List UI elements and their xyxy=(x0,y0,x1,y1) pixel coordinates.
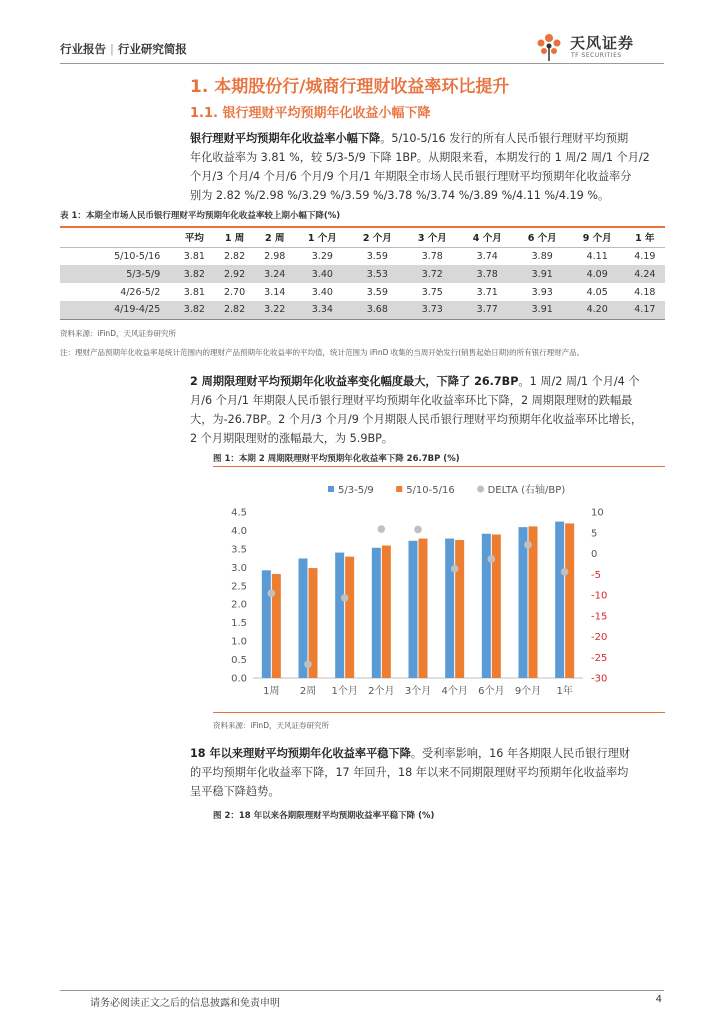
table-cell: 4.17 xyxy=(625,301,665,319)
column-header: 2 周 xyxy=(255,227,295,247)
table-cell: 3.91 xyxy=(515,301,570,319)
table-cell: 3.14 xyxy=(264,286,286,298)
paragraph-tenor-change xyxy=(190,372,664,448)
legend-label: DELTA (右轴/BP) xyxy=(487,485,566,496)
x-tick-label: 2个月 xyxy=(368,686,395,697)
table-cell: 4.20 xyxy=(570,301,625,319)
table-cell: 2.70 xyxy=(223,286,246,298)
table-cell: 3.59 xyxy=(366,250,388,262)
paragraph-text: 2 个月期限理财的涨幅最大，为 5.9BP。 xyxy=(190,432,394,445)
table-caption: 表 1：本期全市场人民币银行理财平均预期年化收益率较上期小幅下降(%) xyxy=(60,211,341,221)
table-cell: 3.75 xyxy=(421,286,443,298)
column-header: 9 个月 xyxy=(570,227,625,247)
table-row xyxy=(60,247,665,265)
paragraph-text: 。1 周/2 周/1 个月/4 个 xyxy=(518,375,640,388)
y-tick-label: 0.5 xyxy=(231,655,247,667)
paragraph-text: 的平均预期年化收益率下降，17 年回升，18 年以来不同期限理财平均预期年化收益率均 xyxy=(190,766,629,779)
column-header: 1 周 xyxy=(214,227,254,247)
bar xyxy=(335,553,344,678)
yield-bar-chart xyxy=(213,478,665,710)
bar xyxy=(272,574,281,678)
table-cell: 4.18 xyxy=(634,286,656,298)
x-tick-label: 1年 xyxy=(556,686,573,697)
paragraph-text: 别为 2.82 %/2.98 %/3.29 %/3.59 %/3.78 %/3.74 %/3.89 %/4.11 %/4.19 %。 xyxy=(190,189,610,202)
y2-tick-label: -10 xyxy=(591,590,608,602)
paragraph-summary xyxy=(190,129,664,205)
bar xyxy=(519,527,528,678)
table-cell: 3.40 xyxy=(295,265,350,283)
scatter-point xyxy=(561,568,569,576)
table-cell: 2.82 xyxy=(214,301,254,319)
paragraph-text: 大，为-26.7BP。2 个月/3 个月/9 个月期限人民币银行理财平均预期年化收益率环比增长， xyxy=(190,413,643,426)
bar xyxy=(445,539,454,678)
legend-label: 5/3-5/9 xyxy=(338,485,374,496)
table-cell: 3.34 xyxy=(295,301,350,319)
y2-tick-label: -25 xyxy=(591,652,608,664)
table-cell: 3.82 xyxy=(174,265,214,283)
column-header: 1 年 xyxy=(625,227,665,247)
column-header: 4 个月 xyxy=(460,227,515,247)
paragraph-lead: 银行理财平均预期年化收益率小幅下降 xyxy=(190,132,381,145)
y-tick-label: 4.0 xyxy=(231,525,247,537)
paragraph-lead: 18 年以来理财平均预期年化收益率平稳下降 xyxy=(190,747,411,760)
table-source: 资料来源：iFinD，天风证券研究所 xyxy=(60,329,176,338)
bar xyxy=(419,539,428,678)
x-tick-label: 2周 xyxy=(299,686,317,697)
table-cell: 3.24 xyxy=(255,265,295,283)
x-tick-label: 1个月 xyxy=(331,686,358,697)
table-row xyxy=(60,283,665,301)
table-note: 注：理财产品预期年化收益率是统计范围内的理财产品预期年化收益率的平均值，统计范围为 iFinD 收集的当周开始发行(销售起始日期)的所有银行理财产品。 xyxy=(60,348,585,357)
brand-logo xyxy=(524,30,664,64)
figure-bottom-rule xyxy=(213,712,665,713)
y-tick-label: 0.0 xyxy=(231,673,247,685)
breadcrumb-section: 行业报告 xyxy=(60,42,106,56)
y2-tick-label: 10 xyxy=(591,507,604,519)
y-tick-label: 1.5 xyxy=(231,618,247,630)
page-header xyxy=(60,30,664,64)
bar xyxy=(345,557,354,678)
row-label: 4/19-4/25 xyxy=(60,301,174,319)
legend-label: 5/10-5/16 xyxy=(406,485,455,496)
table-cell: 3.29 xyxy=(311,250,333,262)
y2-tick-label: -20 xyxy=(591,632,608,643)
column-header: 2 个月 xyxy=(350,227,405,247)
table-cell: 3.93 xyxy=(531,286,553,298)
bar xyxy=(455,540,464,678)
row-label: 4/26-5/2 xyxy=(120,286,161,298)
bar xyxy=(555,522,564,678)
table-cell: 3.22 xyxy=(255,301,295,319)
row-label: 5/10-5/16 xyxy=(114,250,161,262)
table-cell: 3.81 xyxy=(183,286,205,298)
scatter-point xyxy=(378,525,386,533)
table-cell: 3.82 xyxy=(174,301,214,319)
subsection-heading: 1.1. 银行理财平均预期年化收益小幅下降 xyxy=(190,106,431,121)
breadcrumb-separator: | xyxy=(110,42,114,56)
table-cell: 3.74 xyxy=(476,250,498,262)
breadcrumb xyxy=(60,41,187,57)
legend-swatch xyxy=(328,486,334,492)
column-header: 平均 xyxy=(174,227,214,247)
bar xyxy=(372,548,381,678)
bar xyxy=(262,570,271,678)
y-tick-label: 3.0 xyxy=(231,562,247,574)
bar xyxy=(529,526,538,678)
paragraph-text: 月/6 个月/1 年期限人民币银行理财平均预期年化收益率环比下降，2 周期限理财的跌幅最 xyxy=(190,394,633,407)
table-cell: 4.11 xyxy=(586,250,608,262)
chart-svg xyxy=(213,478,665,710)
table-cell: 4.05 xyxy=(586,286,608,298)
flower-logo-icon xyxy=(532,32,566,62)
scatter-point xyxy=(524,541,532,549)
scatter-point xyxy=(341,594,349,602)
y2-tick-label: -5 xyxy=(591,569,601,581)
brand-name-en: TF SECURITIES xyxy=(571,52,622,59)
column-header: 3 个月 xyxy=(405,227,460,247)
y-tick-label: 2.0 xyxy=(231,599,247,611)
bar xyxy=(409,541,418,678)
section-heading: 1. 本期股份行/城商行理财收益率环比提升 xyxy=(190,77,510,97)
column-header: 1 个月 xyxy=(295,227,350,247)
bar xyxy=(382,546,391,678)
table-cell: 3.91 xyxy=(515,265,570,283)
scatter-point xyxy=(304,661,312,669)
bar xyxy=(482,534,491,678)
footer-disclaimer: 请务必阅读正文之后的信息披露和免责申明 xyxy=(90,998,280,1009)
y-tick-label: 2.5 xyxy=(231,581,247,593)
table-cell: 3.71 xyxy=(476,286,498,298)
table-cell: 3.68 xyxy=(350,301,405,319)
figure-caption: 图 1：本期 2 周期限理财平均预期年化收益率下降 26.7BP (%) xyxy=(213,454,460,464)
scatter-point xyxy=(451,565,459,573)
footer-divider xyxy=(60,990,664,991)
table-row xyxy=(60,265,665,283)
y-tick-label: 4.5 xyxy=(231,507,247,519)
yield-table xyxy=(60,226,665,320)
table-cell: 3.77 xyxy=(460,301,515,319)
figure-source: 资料来源：iFinD，天风证券研究所 xyxy=(213,721,329,730)
table-cell: 3.78 xyxy=(421,250,443,262)
table-cell: 4.24 xyxy=(625,265,665,283)
x-tick-label: 3个月 xyxy=(404,686,432,697)
table-cell: 3.81 xyxy=(183,250,205,262)
bar xyxy=(565,523,574,678)
paragraph-trend xyxy=(190,744,664,801)
table-cell: 3.72 xyxy=(405,265,460,283)
bar xyxy=(299,558,308,678)
y2-tick-label: -15 xyxy=(591,611,608,623)
page-number: 4 xyxy=(655,994,662,1005)
table-cell: 2.98 xyxy=(264,250,286,262)
y2-tick-label: 5 xyxy=(591,528,598,540)
scatter-point xyxy=(488,555,496,563)
x-tick-label: 1周 xyxy=(263,686,280,697)
table-header-row xyxy=(60,227,665,247)
paragraph-text: 个月/3 个月/4 个月/6 个月/9 个月/1 年期限全市场人民币银行理财平均预期年化收益率分 xyxy=(190,170,632,183)
table-cell: 3.53 xyxy=(350,265,405,283)
paragraph-text: 。5/10-5/16 发行的所有人民币银行理财平均预期 xyxy=(380,132,629,145)
table-cell: 3.89 xyxy=(531,250,553,262)
paragraph-text: 年化收益率为 3.81 %，较 5/3-5/9 下降 1BP。从期限来看，本期发行的 1 周/2 周/1 个月/2 xyxy=(190,151,650,164)
figure2-caption: 图 2：18 年以来各期限理财平均预期收益率平稳下降 (%) xyxy=(213,811,435,821)
y2-tick-label: -30 xyxy=(591,673,608,685)
table-cell: 3.73 xyxy=(405,301,460,319)
table-cell: 3.78 xyxy=(460,265,515,283)
table-cell: 3.59 xyxy=(366,286,388,298)
table-cell: 3.40 xyxy=(311,286,333,298)
column-header: 6 个月 xyxy=(515,227,570,247)
breadcrumb-subsection: 行业研究简报 xyxy=(117,42,187,56)
paragraph-lead: 2 周期限理财平均预期年化收益率变化幅度最大，下降了 26.7BP xyxy=(190,375,519,388)
legend-swatch xyxy=(396,486,402,492)
row-label: 5/3-5/9 xyxy=(60,265,174,283)
x-tick-label: 4个月 xyxy=(441,686,468,697)
table-cell: 4.09 xyxy=(570,265,625,283)
x-tick-label: 9个月 xyxy=(514,686,542,697)
scatter-point xyxy=(414,526,422,534)
table-cell: 2.92 xyxy=(214,265,254,283)
y2-tick-label: 0 xyxy=(591,549,598,560)
table-cell: 2.82 xyxy=(223,250,246,262)
legend-swatch xyxy=(477,486,484,493)
table-cell: 4.19 xyxy=(634,250,656,262)
y-tick-label: 1.0 xyxy=(231,636,247,648)
table-row xyxy=(60,301,665,319)
x-tick-label: 6个月 xyxy=(478,686,505,697)
scatter-point xyxy=(268,590,276,598)
header-divider xyxy=(60,63,664,64)
paragraph-text: 呈平稳下降趋势。 xyxy=(190,785,280,798)
brand-name-cn: 天风证券 xyxy=(570,34,635,52)
figure-top-rule xyxy=(213,466,665,467)
column-header xyxy=(60,227,174,247)
y-tick-label: 3.5 xyxy=(231,544,247,556)
paragraph-text: 。受利率影响，16 年各期限人民币银行理财 xyxy=(410,747,631,760)
